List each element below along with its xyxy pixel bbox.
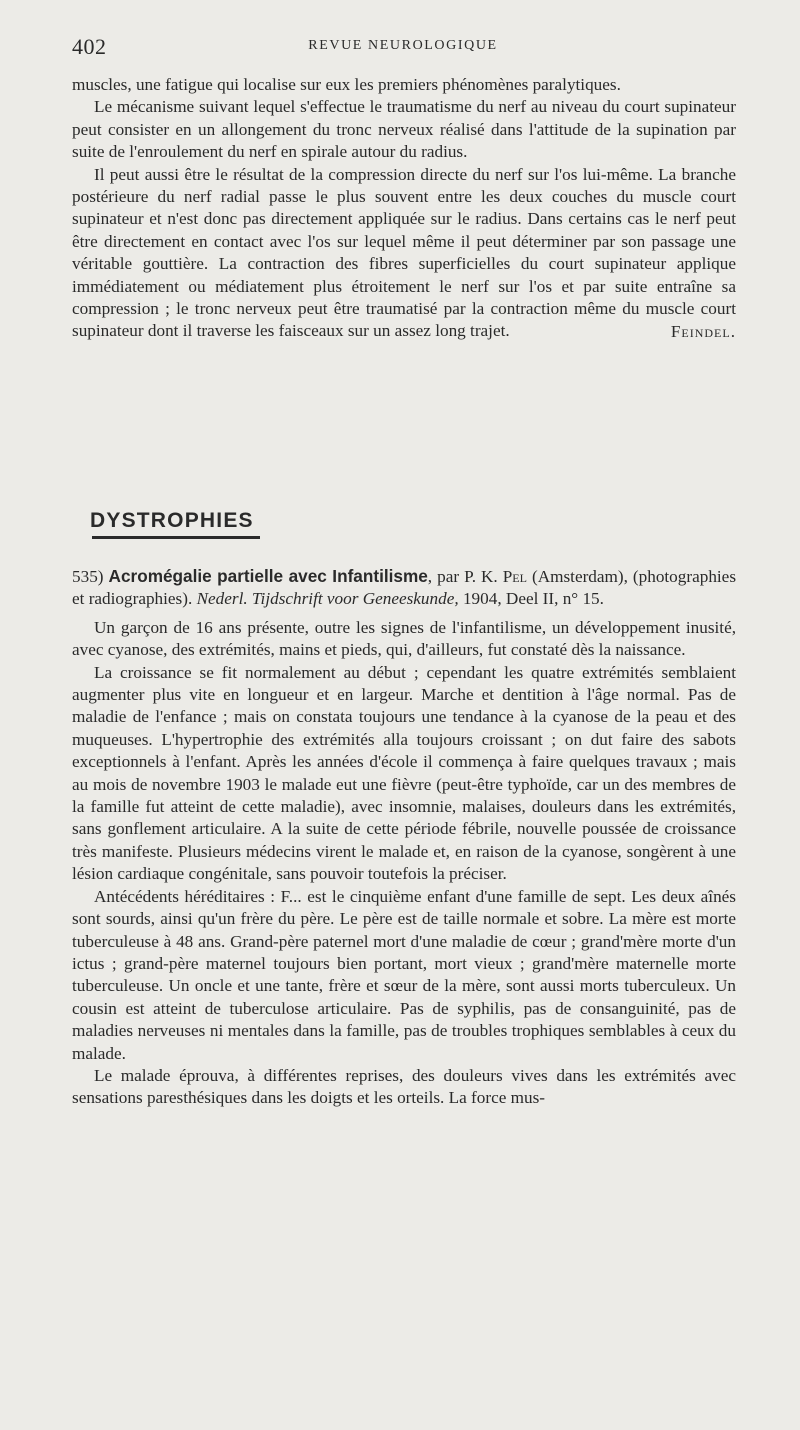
page-number: 402 <box>72 34 107 59</box>
article-title: Acromégalie partielle avec Infantilisme <box>108 566 428 586</box>
previous-article-text <box>72 74 736 343</box>
running-title: REVUE NEUROLOGIQUE <box>308 38 498 53</box>
section-underline <box>92 536 260 539</box>
article-citation-volume: 1904, Deel II, n° 15. <box>462 589 604 609</box>
paragraph: Le mécanisme suivant lequel s'effectue le traumatisme du nerf au niveau du court supinateur peut consister en un allongement du tronc nerveux réalisé dans l'attitude de la supination par suite de l'enroulement du nerf en spirale autour du radius. <box>72 97 736 162</box>
article-heading <box>72 565 736 611</box>
article-number: 535) <box>72 567 104 586</box>
paragraph: Le malade éprouva, à différentes reprises, des douleurs vives dans les extrémités avec sensations paresthésiques dans les doigts et les orteils. La force mus- <box>72 1065 736 1108</box>
paragraph: Un garçon de 16 ans présente, outre les signes de l'infantilisme, un développement inusité, avec cyanose, des extrémités, mains et pieds, qui, d'ailleurs, fut constaté dès la naissance. <box>72 617 736 660</box>
article-text <box>72 565 736 1110</box>
paragraph: Antécédents héréditaires : F... est le cinquième enfant d'une famille de sept. Les deux aînés sont sourds, ainsi qu'un frère du père. Le père est de taille normale et sobre. La mère est morte tuberculeuse à 48 ans. Grand-père paternel mort d'une maladie de cœur ; grand'mère morte d'un ictus ; grand-père maternel toujours bien portant, mort vieux ; grand'mère maternelle morte tuberculeuse. Un oncle et une tante, frère et sœur de la mère, sont aussi morts tuberculeux. Un cousin est atteint de tuberculose articulaire. Pas de syphilis, pas de consanguinité, pas de maladies nerveuses ni mentales dans la famille, pas de troubles trophiques semblables à ceux du malade. <box>72 886 736 1063</box>
article-citation: (Amsterdam), (photographies et radiographies). <box>72 567 737 609</box>
paragraph: La croissance se fit normalement au début ; cependant les quatre extrémités semblaient augmenter plus vite en longueur et en largeur. Marche et dentition à l'âge normal. Pas de maladie de l'enfance ; mais on constata toujours une tendance à la cyanose de la peau et des muqueuses. L'hypertrophie des extrémités alla toujours croissant ; on dut faire des sabots exceptionnels à l'enfant. Après les années d'école il commença à faire quelques travaux ; mais au mois de novembre 1903 le malade eut une fièvre (peut-être typhoïde, car un des membres de la famille fut atteint de cette maladie), avec insomnie, malaises, douleurs dans les extrémités, sans gonflement articulaire. A la suite de cette période fébrile, nouvelle poussée de croissance très manifeste. Plusieurs médecins virent le malade et, en raison de la cyanose, songèrent à une lésion cardiaque congénitale, sans pouvoir toutefois la préciser. <box>72 662 736 884</box>
paragraph: muscles, une fatigue qui localise sur eux les premiers phénomènes paralytiques. <box>72 75 621 94</box>
article-author: P. K. Pel <box>464 567 527 586</box>
paragraph: Il peut aussi être le résultat de la compression directe du nerf sur l'os lui-même. La branche postérieure du nerf radial passe le plus souvent entre les deux couches du muscle court supinateur et n'est donc pas directement appliquée sur le radius. Dans certains cas le nerf peut être directement en contact avec l'os sur lequel même il peut déterminer par son passage une véritable gouttière. La contraction des fibres superficielles du court supinateur applique immédiatement ou médiatement plus étroitement le nerf sur l'os et par suite entraîne sa compression ; le tronc nerveux peut être traumatisé par la contraction même du muscle court supinateur dont il traverse les faisceaux sur un assez long trajet. <box>72 164 736 341</box>
section-title: DYSTROPHIES <box>90 509 254 532</box>
author-signature: Feindel. <box>670 321 736 341</box>
article-by: , par <box>427 567 460 586</box>
journal-name: Nederl. Tijdschrift voor Geneeskunde, <box>196 589 459 609</box>
page-header <box>72 34 734 64</box>
